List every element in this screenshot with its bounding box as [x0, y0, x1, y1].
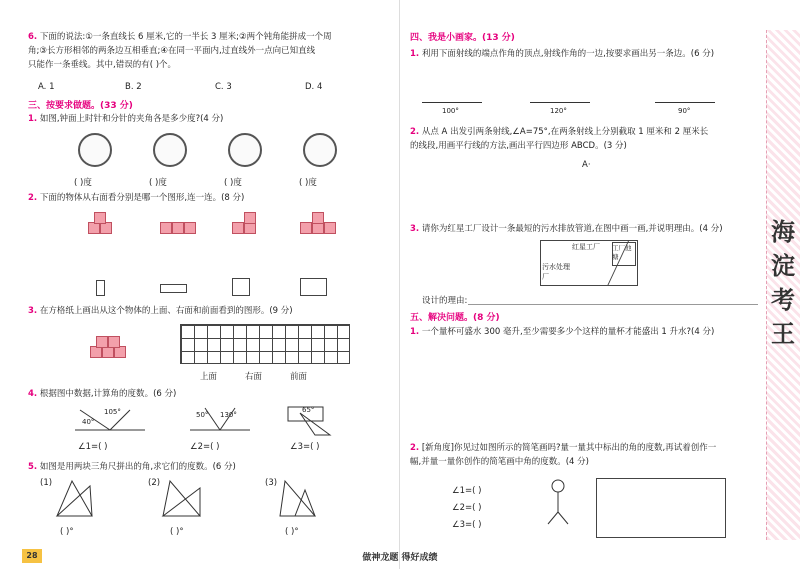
reason-label: 设计的理由: — [422, 296, 468, 306]
option-d: D. 4 — [305, 82, 323, 92]
question-text: 下面的说法:①一条直线长 6 厘米,它的一半长 3 厘米;②两个钝角能拼成一个周 — [39, 32, 332, 42]
angle-label: 130° — [220, 411, 237, 419]
figure-label: (3) — [265, 478, 278, 488]
answer-blank: ∠1=( ) — [452, 486, 482, 496]
angle-label: 105° — [104, 408, 121, 416]
stick-figure — [540, 478, 575, 528]
section-title: 三、按要求做题。(33 分) — [28, 101, 133, 111]
answer-blank: ( )度 — [74, 178, 92, 188]
question-number: 2. — [410, 443, 420, 453]
angle-label: 50° — [196, 411, 209, 419]
right-page — [400, 0, 800, 569]
question-5 — [28, 460, 236, 474]
question-text: 从点 A 出发引两条射线,∠A=75°,在两条射线上分别截取 1 厘米和 2 厘米长 — [421, 127, 709, 137]
section-title: 四、我是小画家。(13 分) — [410, 33, 515, 43]
plant-label: 污水处理厂 — [542, 263, 570, 281]
figure-label: (1) — [40, 478, 53, 488]
question-3 — [28, 304, 293, 318]
question-number: 1. — [28, 114, 38, 124]
question-6 — [28, 30, 388, 72]
question-5 — [410, 441, 760, 469]
answer-blank: ∠2=( ) — [190, 442, 220, 452]
factory-label: 红星工厂 — [572, 243, 600, 251]
triangle-figure — [275, 478, 320, 520]
question-2 — [28, 191, 244, 205]
grid-label: 前面 — [290, 372, 308, 382]
answer-blank: ∠3=( ) — [452, 520, 482, 530]
question-text: 下面的物体从右面看分别是哪一个图形,连一连。(8 分) — [39, 193, 245, 203]
clock-icon — [78, 133, 112, 167]
question-text: 在方格纸上画出从这个物体的上面、右面和前面看到的图形。(9 分) — [39, 306, 293, 316]
question-3 — [410, 222, 760, 236]
angle-label: 40° — [82, 418, 95, 426]
question-4 — [28, 387, 176, 401]
option-c: C. 3 — [215, 82, 232, 92]
question-text: 利用下面射线的端点作角的顶点,射线作角的一边,按要求画出另一条边。(6 分) — [421, 49, 715, 59]
drawing-box[interactable] — [596, 478, 726, 538]
angle-label: 120° — [550, 107, 567, 115]
clock-icon — [303, 133, 337, 167]
pool-label: 工厂池塘 — [612, 244, 632, 261]
question-text: 请你为红星工厂设计一条最短的污水排放管道,在图中画一画,并说明理由。(4 分) — [421, 224, 723, 234]
answer-blank: ( )度 — [149, 178, 167, 188]
angle-label: 90° — [678, 107, 691, 115]
figure-label: (2) — [148, 478, 161, 488]
page-number: 28 — [22, 549, 42, 563]
side-title: 海淀考王 — [771, 217, 795, 348]
question-text: 如图,钟面上时针和分针的夹角各是多少度?(4 分) — [39, 114, 224, 124]
grid-label: 右面 — [245, 372, 263, 382]
question-4 — [410, 325, 760, 339]
answer-blank: ( )° — [60, 527, 74, 537]
question-text: 只能作一条垂线。其中,错误的有( )个。 — [28, 60, 177, 70]
answer-blank: ∠2=( ) — [452, 503, 482, 513]
question-text: 角;③长方形相邻的两条边互相垂直;④在同一平面内,过直线外一点向已知直线 — [28, 46, 316, 56]
question-number: 5. — [28, 462, 38, 472]
question-text: 一个量杯可盛水 300 毫升,至少需要多少个这样的量杯才能盛出 1 升水?(4 分) — [421, 327, 715, 337]
section-title: 五、解决问题。(8 分) — [410, 313, 500, 323]
answer-blank: ( )度 — [224, 178, 242, 188]
clock-icon — [228, 133, 262, 167]
grid-paper[interactable] — [180, 324, 350, 364]
question-number: 1. — [410, 49, 420, 59]
question-text: 根据图中数据,计算角的度数。(6 分) — [39, 389, 177, 399]
question-1 — [410, 47, 760, 61]
question-number: 3. — [410, 224, 420, 234]
question-number: 3. — [28, 306, 38, 316]
answer-blank: ∠1=( ) — [78, 442, 108, 452]
angle-label: 65° — [302, 406, 315, 414]
point-label: A· — [582, 160, 591, 170]
question-number: 4. — [28, 389, 38, 399]
answer-blank: ( )° — [285, 527, 299, 537]
question-number: 2. — [410, 127, 420, 137]
question-1 — [28, 112, 223, 126]
footer-slogan: 做神龙题 得好成绩 — [362, 553, 438, 563]
answer-blank: ( )度 — [299, 178, 317, 188]
answer-blank: ( )° — [170, 527, 184, 537]
grid-label: 上面 — [200, 372, 218, 382]
question-2 — [410, 125, 760, 153]
question-number: 2. — [28, 193, 38, 203]
answer-line[interactable] — [468, 304, 758, 305]
triangle-figure — [52, 478, 97, 520]
question-number: 1. — [410, 327, 420, 337]
question-text: [新角度]你见过如图所示的简笔画吗?量一量其中标出的角的度数,再试着创作一 — [421, 443, 717, 453]
clock-icon — [153, 133, 187, 167]
answer-blank: ∠3=( ) — [290, 442, 320, 452]
option-b: B. 2 — [125, 82, 142, 92]
question-number: 6. — [28, 32, 38, 42]
angle-label: 100° — [442, 107, 459, 115]
question-text: 如图是用两块三角尺拼出的角,求它们的度数。(6 分) — [39, 462, 236, 472]
question-text: 的线段,用画平行线的方法,画出平行四边形 ABCD。(3 分) — [410, 141, 627, 151]
question-text: 幅,并量一量你创作的简笔画中角的度数。(4 分) — [410, 457, 589, 467]
triangle-figure — [160, 478, 205, 520]
option-a: A. 1 — [38, 82, 55, 92]
